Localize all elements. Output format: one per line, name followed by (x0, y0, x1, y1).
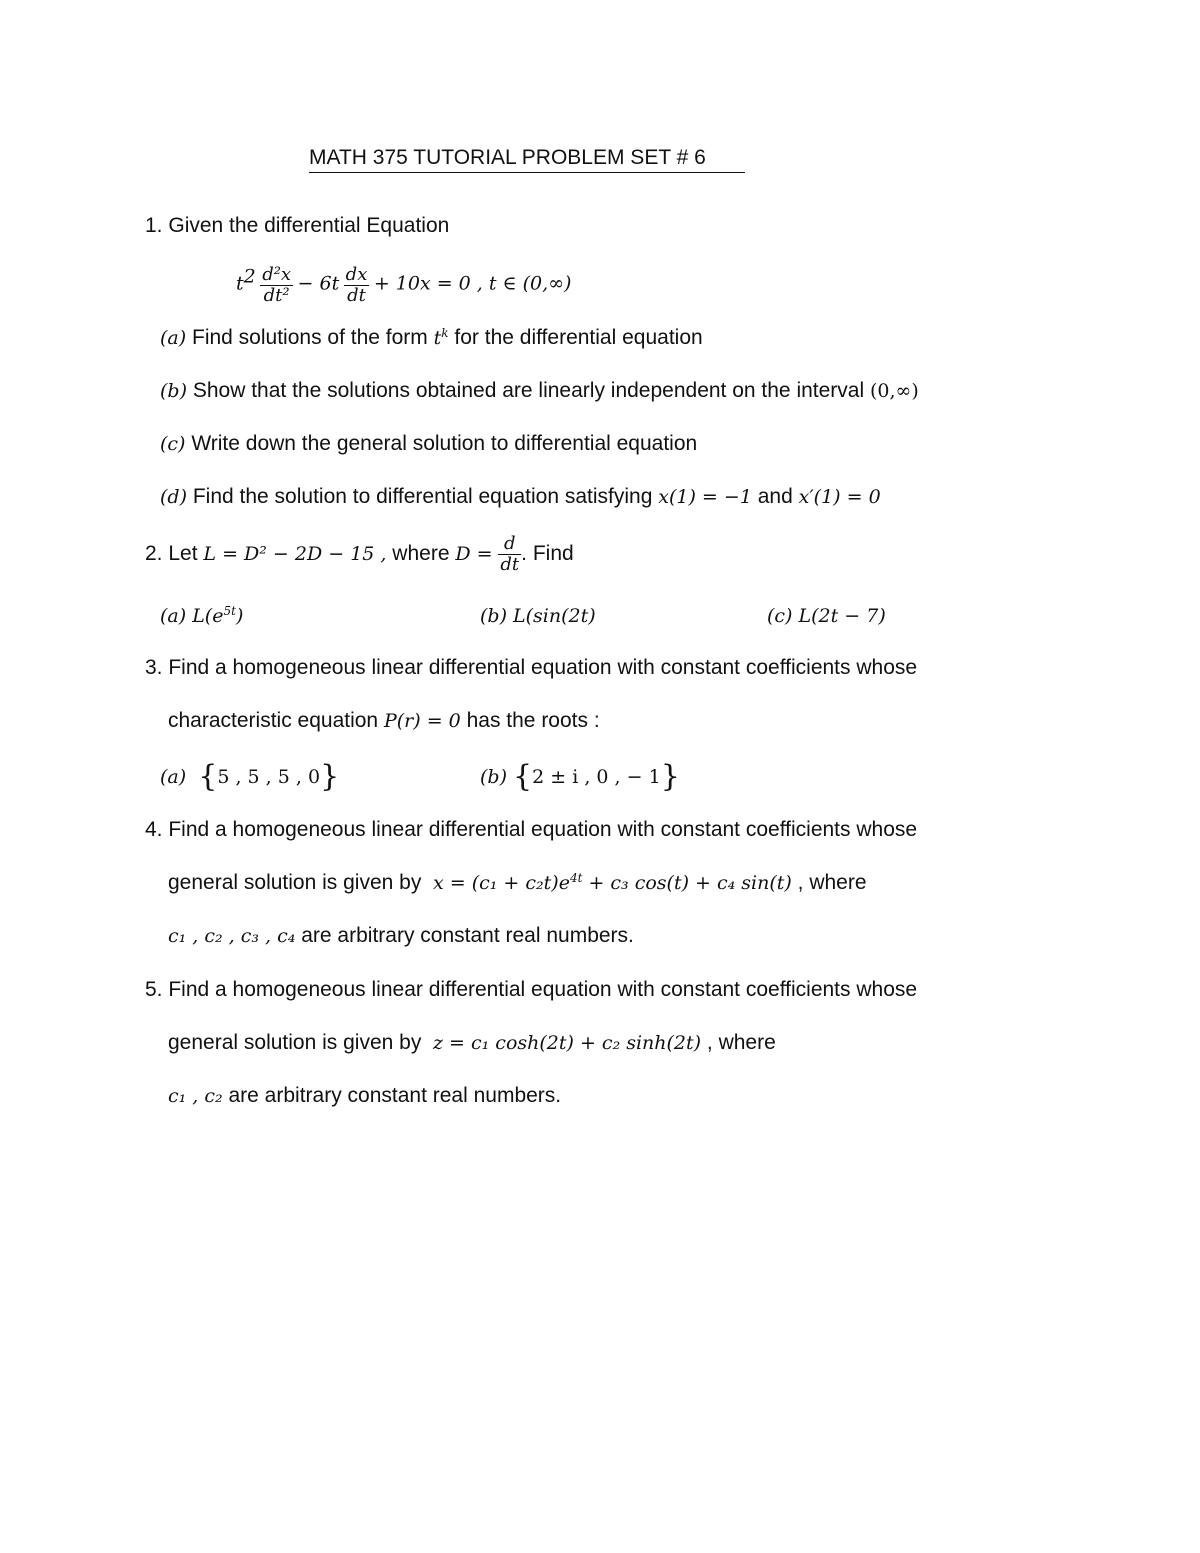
characteristic-eq: P(r) = 0 (383, 710, 461, 732)
title-underline (309, 172, 745, 173)
open-brace: { (513, 759, 533, 794)
fraction-numerator: d²x (262, 264, 292, 285)
open-brace: { (198, 759, 218, 794)
exponent: 4t (569, 871, 583, 885)
eq-end: + 10x = 0 , t ∈ (0,∞) (373, 272, 572, 295)
fraction-d-dt (498, 534, 521, 575)
part-expression: (a) L(e (160, 605, 224, 627)
problem-text: are arbitrary constant real numbers. (301, 924, 634, 947)
operator-definition: L = D² − 2D − 15 , (203, 543, 387, 566)
fraction-denominator: dt (500, 554, 520, 575)
problem-text: characteristic equation (168, 709, 379, 732)
part-text: Find solutions of the form (192, 326, 428, 349)
part-label: (a) (160, 327, 187, 349)
problem-2b: (b) L(sin(2t) (480, 605, 596, 627)
eq-t-exp: 2 (243, 265, 256, 288)
fraction-numerator: d (498, 534, 521, 555)
problem-1-text: Given the differential Equation (168, 214, 450, 237)
let-text: Let (168, 542, 198, 566)
where-text: where (392, 542, 450, 566)
page-title: MATH 375 TUTORIAL PROBLEM SET # 6 (309, 146, 706, 169)
problem-4-number: 4. (145, 818, 163, 841)
close-brace: } (660, 759, 680, 794)
problem-3-number: 3. (145, 656, 163, 679)
problem-5-line3 (168, 1084, 561, 1108)
part-text: Find the solution to differential equation satisfying (192, 485, 653, 508)
general-solution: z = c₁ cosh(2t) + c₂ sinh(2t) (433, 1032, 702, 1054)
problem-1-number: 1. (145, 214, 163, 237)
problem-5-number: 5. (145, 978, 163, 1001)
problem-5-line2 (168, 1031, 776, 1055)
and-text: and (757, 485, 793, 508)
part-label: (d) (160, 486, 187, 508)
part-label: (b) (160, 380, 187, 402)
problem-5-statement (145, 978, 917, 1002)
problem-3-statement (145, 656, 917, 680)
problem-3a (160, 759, 339, 794)
problem-text: Find a homogeneous linear differential equation with constant coefficients whose (168, 978, 918, 1001)
where-text: , where (797, 871, 867, 894)
problem-text: general solution is given by (168, 871, 422, 894)
part-text: Write down the general solution to differential equation (191, 432, 698, 455)
where-text: , where (706, 1031, 776, 1054)
find-text: . Find (521, 542, 574, 566)
constants: c₁ , c₂ (168, 1085, 223, 1107)
k-exponent: k (441, 326, 449, 340)
problem-text: Find a homogeneous linear differential equation with constant coefficients whose (168, 656, 918, 679)
close-paren: ) (235, 605, 244, 627)
problem-4-line2 (168, 871, 867, 895)
condition-2: x′(1) = 0 (798, 486, 881, 508)
problem-2-number: 2. (145, 542, 163, 566)
problem-1b (160, 379, 919, 403)
roots: 2 ± i , 0 , − 1 (532, 766, 661, 788)
problem-1a (160, 326, 703, 350)
fraction-denominator: dt² (263, 285, 290, 306)
part-text: Show that the solutions obtained are linearly independent on the interval (192, 379, 865, 402)
solution-part: x = (c₁ + c₂t)e (433, 872, 570, 894)
problem-text: general solution is given by (168, 1031, 422, 1054)
solution-part: + c₃ cos(t) + c₄ sin(t) (588, 872, 792, 894)
eq-t: t (236, 272, 244, 295)
interval: (0,∞) (869, 380, 919, 402)
problem-4-line3 (168, 924, 634, 948)
problem-3-line2 (168, 709, 600, 733)
general-solution (433, 872, 792, 894)
part-label: (a) (160, 766, 187, 788)
problem-1c (160, 432, 697, 456)
problem-2c: (c) L(2t − 7) (767, 605, 886, 627)
problem-1-statement (145, 214, 449, 238)
problem-4-statement (145, 818, 917, 842)
fraction-denominator: dt (347, 285, 366, 306)
problem-text: has the roots : (466, 709, 600, 732)
roots: 5 , 5 , 5 , 0 (217, 766, 321, 788)
t-power (434, 327, 449, 349)
eq-middle: − 6t (297, 272, 340, 295)
condition-1: x(1) = −1 (658, 486, 752, 508)
exponent: 5t (223, 604, 236, 618)
fraction-d2x-dt2 (260, 265, 293, 306)
part-label: (c) (160, 433, 186, 455)
part-text: for the differential equation (454, 326, 703, 349)
problem-1d (160, 485, 881, 509)
constants: c₁ , c₂ , c₃ , c₄ (168, 925, 296, 947)
d-definition: D = (455, 543, 493, 566)
fraction-numerator: dx (345, 264, 368, 285)
problem-1-equation (236, 265, 571, 306)
fraction-dx-dt (344, 265, 370, 306)
problem-text: are arbitrary constant real numbers. (228, 1084, 562, 1107)
t-base: t (433, 327, 442, 349)
problem-2-statement (145, 534, 574, 575)
close-brace: } (320, 759, 340, 794)
problem-3b (480, 759, 680, 794)
problem-text: Find a homogeneous linear differential equation with constant coefficients whose (168, 818, 918, 841)
part-label: (b) (480, 766, 507, 788)
problem-2a (160, 605, 243, 627)
